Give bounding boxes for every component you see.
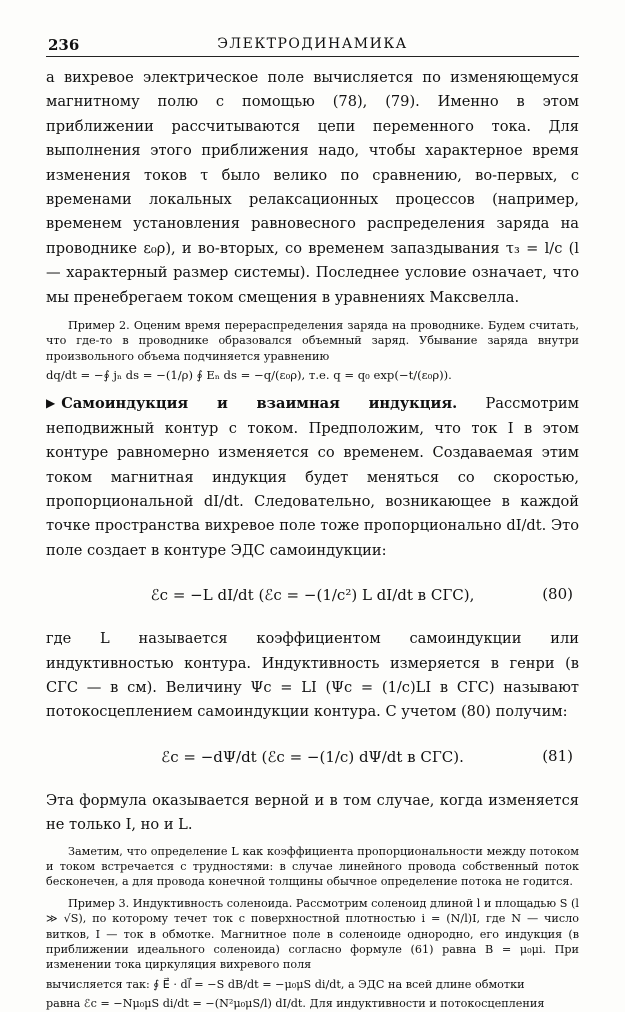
section-marker-icon: ▶ [46,396,56,411]
note-flux-definition: Заметим, что определение L как коэффициента пропорциональности между потоком и током встречается с трудностями: в случае линейного провода собственный поток бесконечен, а для провода конечной толщины обычное определение потока не годится. [46,844,579,889]
equation-80 [46,573,579,617]
equation-80-number: (80) [542,585,573,604]
example-3-emf-line: равна ℰс = −Nμ₀μS di/dt = −(N²μ₀μS/l) dI/dt. Для индуктивности и потокосцепления [46,997,545,1011]
equation-80-formula: ℰс = −L dI/dt (ℰс = −(1/c²) L dI/dt в СГС), [150,586,475,605]
paragraph-inductance: где L называется коэффициентом самоиндукции или индуктивностью контура. Индуктивность измеряется в генри (в СГС — в см). Величину Ψс = LI (Ψс = (1/c)LI в СГС) называют потокосцеплением самоиндукции контура. С учетом (80) получим: [46,630,579,721]
page-body [46,62,579,1012]
page-number: 236 [48,36,80,54]
equation-81 [46,735,579,779]
equation-81-formula: ℰс = −dΨ/dt (ℰс = −(1/c) dΨ/dt в СГС). [161,747,464,766]
section-self-induction [46,391,579,563]
example-3-circulation-line: вычисляется так: ∮ E⃗ · dl⃗ = −S dB/dt = −μ₀μS di/dt, а ЭДС на всей длине обмотки [46,977,525,991]
equation-81-number: (81) [542,746,573,765]
section-title: Самоиндукция и взаимная индукция. [61,395,458,413]
paragraph-formula-validity: Эта формула оказывается верной и в том случае, когда изменяется не только I, но и L. [46,791,579,834]
section-text: Рассмотрим неподвижный контур с током. Предположим, что ток I в этом контуре равномерно изменяется со временем. Создаваемая этим током магнитная индукция будет меняться со скоростью, пропорциональной dI/dt. Следовательно, возникающее в каждой точке пространства вихревое поле тоже пропорционально dI/dt. Это поле создает в контуре ЭДС самоиндукции: [46,395,579,559]
running-title: ЭЛЕКТРОДИНАМИКА [217,36,408,52]
page-header [46,30,579,57]
paragraph-quasistationary: а вихревое электрическое поле вычисляется по изменяющемуся магнитному полю с помощью (78), (79). Именно в этом приближении рассчитываются цепи переменного тока. Для выполнения этого приближения надо, чтобы характерное время изменения токов τ было велико по сравнению, во-первых, с временами локальных релаксационных процессов (например, временем установления равновесного распределения заряда на проводнике ε₀ρ), и во-вторых, со временем запаздывания τ₃ = l/c (l — характерный размер системы). Последнее условие означает, что мы пренебрегаем током смещения в уравнениях Максвелла. [46,69,579,306]
example-2-text: Пример 2. Оценим время перераспределения заряда на проводнике. Будем считать, что где-то в проводнике образовался объемный заряд. Убывание заряда внутри произвольного объема подчиняется уравнению [46,319,579,363]
example-2-formula: dq/dt = −∮ jₙ ds = −(1/ρ) ∮ Eₙ ds = −q/(ε₀ρ), т.е. q = q₀ exp(−t/(ε₀ρ)). [46,368,452,383]
example-3-text: Пример 3. Индуктивность соленоида. Рассмотрим соленоид длиной l и площадью S (l ≫ √S), по которому течет ток с поверхностной плотностью i = (N/l)I, где N — число витков, I — ток в обмотке. Магнитное поле в соленоиде однородно, его индукция (в приближении идеального соленоида) согласно формуле (61) равна B = μ₀μi. При изменении тока циркуляция вихревого поля [46,896,579,972]
